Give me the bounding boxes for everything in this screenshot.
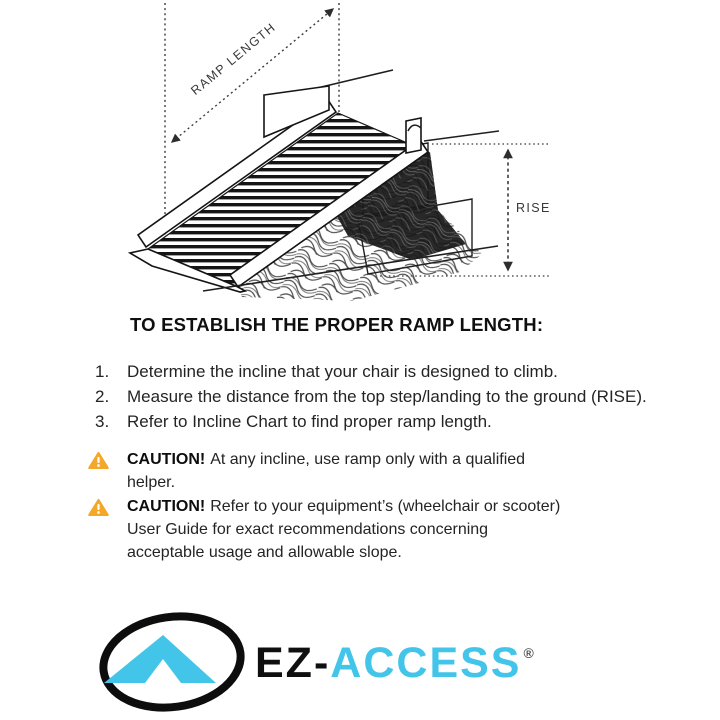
rise-label: RISE xyxy=(516,201,551,215)
list-item-number: 2. xyxy=(95,387,110,406)
instruction-list xyxy=(95,359,647,434)
list-item-text: Refer to Incline Chart to find proper ramp length. xyxy=(127,412,492,431)
ramp-top-plate-front xyxy=(406,118,421,153)
caution-label: CAUTION! xyxy=(127,451,206,468)
brand-prefix: EZ- xyxy=(255,638,331,687)
caution-text-line: acceptable usage and allowable slope. xyxy=(127,544,402,561)
list-item-number: 3. xyxy=(95,412,110,431)
list-item xyxy=(95,409,647,434)
ramp-diagram xyxy=(0,0,720,308)
caution-label: CAUTION! xyxy=(127,498,206,515)
caution-text xyxy=(127,448,525,494)
caution-item xyxy=(88,495,560,564)
brand-emblem xyxy=(96,609,248,713)
caution-text-line: helper. xyxy=(127,474,176,491)
list-item xyxy=(95,384,647,409)
brand-wordmark xyxy=(255,639,534,688)
list-item xyxy=(95,359,647,384)
caution-text-line: User Guide for exact recommendations concerning xyxy=(127,521,489,538)
caution-text-line: Refer to your equipment’s (wheelchair or scooter) xyxy=(210,498,561,515)
caution-list xyxy=(88,448,560,565)
section-heading: TO ESTABLISH THE PROPER RAMP LENGTH: xyxy=(130,314,544,335)
caution-item xyxy=(88,448,560,494)
warning-icon xyxy=(88,498,109,517)
ramp-length-label: RAMP LENGTH xyxy=(188,19,279,98)
caution-text-line: At any incline, use ramp only with a qualified xyxy=(210,451,526,468)
step-top-edge xyxy=(424,131,499,141)
brand-logo xyxy=(96,609,534,713)
list-item-text: Measure the distance from the top step/landing to the ground (RISE). xyxy=(127,387,647,406)
brand-suffix: ACCESS xyxy=(330,638,522,687)
caution-text xyxy=(127,495,560,564)
registered-trademark: ® xyxy=(523,644,534,661)
list-item-number: 1. xyxy=(95,362,110,381)
warning-icon xyxy=(88,451,109,470)
list-item-text: Determine the incline that your chair is designed to climb. xyxy=(127,362,558,381)
